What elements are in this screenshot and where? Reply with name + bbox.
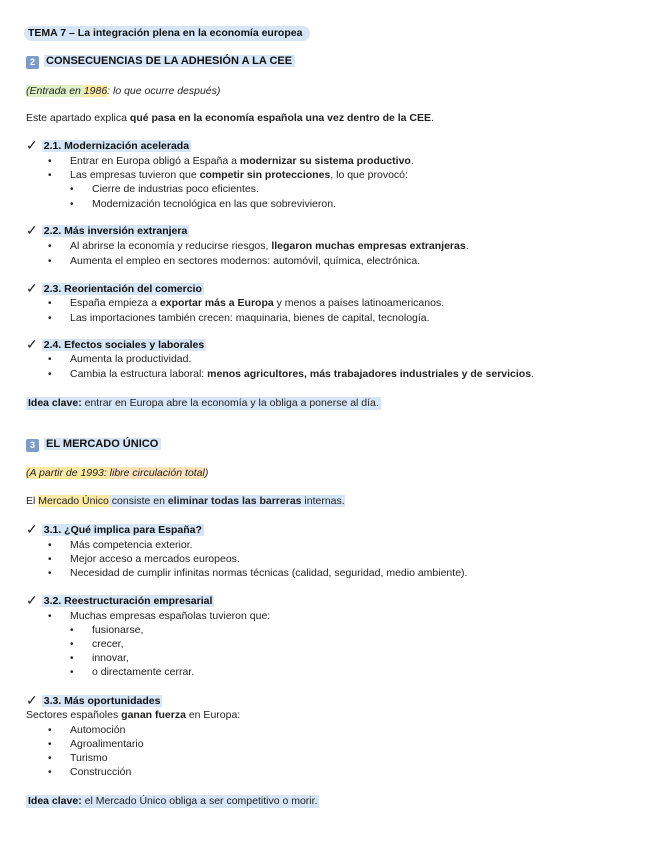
checkmark-icon: ✓ bbox=[26, 692, 38, 708]
list-item: • Construcción bbox=[70, 766, 131, 779]
sub-list-item: • Cierre de industrias poco eficientes. bbox=[92, 183, 259, 196]
list-item: • Las importaciones también crecen: maquinaria, bienes de capital, tecnología. bbox=[70, 312, 430, 325]
list-item: • Muchas empresas españolas tuvieron que: bbox=[70, 610, 270, 623]
key-idea-label: Idea clave: bbox=[28, 795, 82, 807]
list-item: • Automoción bbox=[70, 724, 125, 737]
checkmark-icon: ✓ bbox=[26, 280, 38, 296]
key-idea-text: entrar en Europa abre la economía y la obliga a ponerse al día. bbox=[81, 397, 379, 409]
section-2-title: CONSECUENCIAS DE LA ADHESIÓN A LA CEE bbox=[44, 55, 295, 67]
subsection-2-4-heading bbox=[26, 338, 206, 352]
text: y menos a países latinoamericanos. bbox=[273, 297, 445, 309]
subtitle-close: ) bbox=[204, 467, 209, 479]
section-2-subtitle bbox=[26, 85, 220, 98]
page-title: TEMA 7 – La integración plena en la economía europea bbox=[24, 26, 310, 41]
subtitle-year: 1986 bbox=[83, 85, 108, 97]
subsection-title: 3.1. ¿Qué implica para España? bbox=[43, 524, 202, 536]
section-3-key-idea bbox=[26, 795, 319, 808]
checkmark-icon: ✓ bbox=[26, 336, 38, 352]
bold-text: modernizar su sistema productivo bbox=[239, 155, 411, 167]
list-item bbox=[70, 169, 408, 182]
text: consiste en bbox=[108, 495, 168, 507]
subsection-title: 2.1. Modernización acelerada bbox=[43, 140, 190, 152]
sub-list-item: • fusionarse, bbox=[92, 624, 143, 637]
subsection-title: 3.3. Más oportunidades bbox=[43, 695, 161, 707]
section-3-subtitle bbox=[26, 467, 208, 480]
sub-list-item: • crecer, bbox=[92, 638, 124, 651]
subsection-title: 2.4. Efectos sociales y laborales bbox=[43, 339, 205, 351]
subtitle-highlight: libre circulación total bbox=[109, 467, 205, 479]
checkmark-icon: ✓ bbox=[26, 137, 38, 153]
subsection-2-2-heading bbox=[26, 224, 189, 238]
text: Sectores españoles bbox=[26, 709, 122, 721]
checkmark-icon: ✓ bbox=[26, 592, 38, 608]
text: . bbox=[531, 368, 534, 380]
text: en Europa: bbox=[185, 709, 241, 721]
bold-text: menos agricultores, más trabajadores industriales y de servicios bbox=[207, 368, 532, 380]
section-2-intro bbox=[26, 112, 434, 125]
intro-text: Este apartado explica bbox=[26, 112, 130, 124]
subsection-title: 2.3. Reorientación del comercio bbox=[43, 283, 202, 295]
bold-text: eliminar todas las barreras bbox=[167, 495, 302, 507]
sub-list-item: • o directamente cerrar. bbox=[92, 666, 194, 679]
key-idea-label: Idea clave: bbox=[28, 397, 82, 409]
text: Cambia la estructura laboral: bbox=[70, 368, 208, 380]
key-idea-text: el Mercado Único obliga a ser competitivo o morir. bbox=[81, 795, 318, 807]
text: Entrar en Europa obligó a España a bbox=[70, 155, 240, 167]
section-3-heading bbox=[26, 438, 161, 452]
text: Al abrirse la economía y reducirse riesgos, bbox=[70, 240, 272, 252]
subtitle-suffix: : lo que ocurre después) bbox=[107, 85, 221, 97]
section-3-title: EL MERCADO ÚNICO bbox=[44, 438, 161, 450]
list-item: • Aumenta el empleo en sectores modernos: automóvil, química, electrónica. bbox=[70, 255, 420, 268]
section-3-number-badge: 3 bbox=[26, 439, 39, 452]
list-item: • Agroalimentario bbox=[70, 738, 144, 751]
bold-text: exportar más a Europa bbox=[159, 297, 274, 309]
section-2-key-idea bbox=[26, 397, 381, 410]
subsection-3-1-heading bbox=[26, 523, 204, 537]
list-item bbox=[70, 368, 534, 381]
subtitle-prefix: (A partir de 1993: bbox=[26, 467, 110, 479]
checkmark-icon: ✓ bbox=[26, 222, 38, 238]
list-item: • Necesidad de cumplir infinitas normas técnicas (calidad, seguridad, medio ambiente). bbox=[70, 567, 467, 580]
subsection-title: 3.2. Reestructuración empresarial bbox=[43, 595, 213, 607]
intro-end: . bbox=[431, 112, 434, 124]
text: , lo que provocó: bbox=[330, 169, 408, 181]
list-item: • Mejor acceso a mercados europeos. bbox=[70, 553, 240, 566]
list-item: • Aumenta la productividad. bbox=[70, 353, 191, 366]
section-2-heading bbox=[26, 55, 295, 69]
checkmark-icon: ✓ bbox=[26, 521, 38, 537]
list-item bbox=[70, 240, 469, 253]
text: España empieza a bbox=[70, 297, 160, 309]
section-3-intro bbox=[26, 495, 345, 508]
list-item bbox=[70, 155, 414, 168]
sub-list-item: • innovar, bbox=[92, 652, 129, 665]
text: Las empresas tuvieron que bbox=[70, 169, 200, 181]
subtitle-prefix: Entrada en bbox=[29, 85, 84, 97]
highlighted-term: Mercado Único bbox=[38, 495, 109, 507]
subsection-2-3-heading bbox=[26, 282, 204, 296]
bold-text: llegaron muchas empresas extranjeras bbox=[271, 240, 466, 252]
subsection-3-2-heading bbox=[26, 594, 214, 608]
subtitle-open: ( bbox=[26, 85, 30, 97]
section-2-number-badge: 2 bbox=[26, 56, 39, 69]
bold-text: competir sin protecciones bbox=[199, 169, 331, 181]
list-item: • Turismo bbox=[70, 752, 108, 765]
bold-text: ganan fuerza bbox=[121, 709, 186, 721]
subsection-3-3-heading bbox=[26, 694, 162, 708]
subsection-3-3-intro bbox=[26, 709, 240, 722]
list-item: • Más competencia exterior. bbox=[70, 539, 193, 552]
intro-bold: qué pasa en la economía española una vez dentro de la CEE bbox=[129, 112, 431, 124]
subsection-2-1-heading bbox=[26, 139, 191, 153]
subsection-title: 2.2. Más inversión extranjera bbox=[43, 225, 188, 237]
text: . bbox=[410, 155, 414, 167]
sub-list-item: • Modernización tecnológica en las que sobrevivieron. bbox=[92, 198, 336, 211]
list-item bbox=[70, 297, 444, 310]
text: El bbox=[26, 495, 39, 507]
text: internas. bbox=[301, 495, 345, 507]
text: . bbox=[465, 240, 469, 252]
